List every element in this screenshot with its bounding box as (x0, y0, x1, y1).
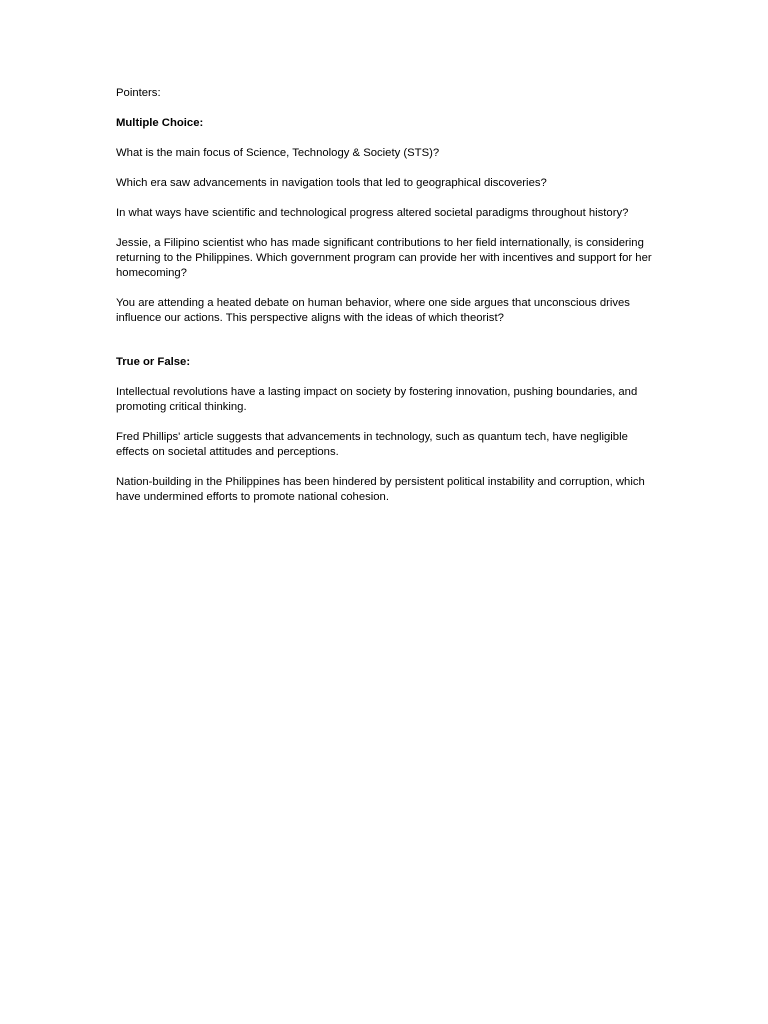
section-heading-multiple-choice: Multiple Choice: (116, 117, 204, 129)
question-item: Jessie, a Filipino scientist who has made significant contributions to her field internationally, is considering returning to the Philippines. Which government program can provide her with incentives and support for her homecoming? (116, 237, 652, 279)
statement-item: Fred Phillips' article suggests that advancements in technology, such as quantum tech, have negligible effects on societal attitudes and perceptions. (116, 431, 628, 458)
section-heading-true-or-false: True or False: (116, 356, 191, 368)
section-spacer (116, 341, 656, 355)
question-item: In what ways have scientific and technological progress altered societal paradigms throughout history? (116, 207, 629, 219)
question-item: What is the main focus of Science, Technology & Society (STS)? (116, 147, 440, 159)
document-body (116, 86, 656, 520)
intro-text: Pointers: (116, 87, 161, 99)
statement-item: Intellectual revolutions have a lasting impact on society by fostering innovation, pushing boundaries, and promoting critical thinking. (116, 386, 638, 413)
question-item: Which era saw advancements in navigation tools that led to geographical discoveries? (116, 177, 547, 189)
statement-item: Nation-building in the Philippines has been hindered by persistent political instability and corruption, which have undermined efforts to promote national cohesion. (116, 476, 645, 503)
question-item: You are attending a heated debate on human behavior, where one side argues that unconscious drives influence our actions. This perspective aligns with the ideas of which theorist? (116, 297, 630, 324)
